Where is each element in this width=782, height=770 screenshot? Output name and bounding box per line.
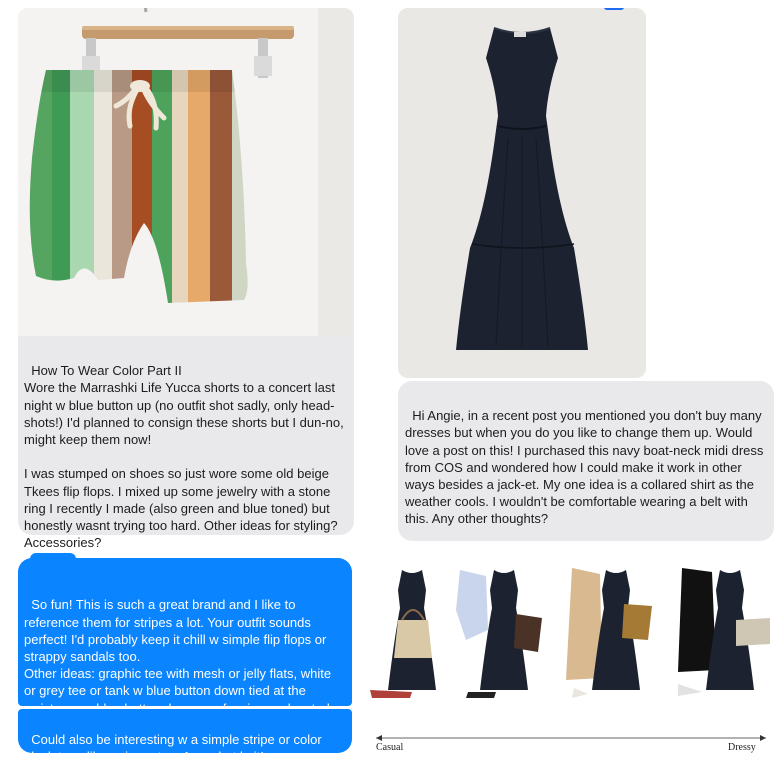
message-text: How To Wear Color Part II Wore the Marrashki Life Yucca shorts to a concert last night w blue button up (no outfit shot sadly, only head-shots!) I'd planned to consign these shorts but I dun-no, might keep them now! I was stumped on shoes so just wore some old beige Tkees flip flops. I mixed up some jewelry with a stone ring I recently I made (also green and blue toned) but honestly wasnt trying too hard. Other ideas for styling? Accessories? (24, 363, 344, 551)
bubble-tab (30, 553, 76, 561)
outfit-collage-image (366, 560, 776, 760)
outfit-casual (370, 570, 436, 698)
outfit-blazer (678, 568, 770, 696)
scale-label-dressy: Dressy (728, 742, 756, 753)
reply-bubble-outgoing (18, 558, 352, 706)
message-bubble-incoming-2 (398, 381, 774, 541)
reply-text: So fun! This is such a great brand and I like to reference them for stripes a lot. Your outfit sounds perfect! I'd probably keep it chill w simple flip flops or strappy sandals too. Other ideas: graphic tee with mesh or jelly flats, white or grey tee or tank w blue button down tied at the (24, 597, 332, 699)
striped-shorts-image (18, 8, 354, 336)
outfit-trench (566, 568, 652, 698)
reply-text-2: Could also be interesting w a simple stripe or color block tee...like a ringer tee. A crochet knit! (24, 732, 326, 765)
message-text-2: Hi Angie, in a recent post you mentioned you don't buy many dresses but when you do you like to change them up. Would love a post on this! I purchased this navy boat-neck midi dress from COS and wondered how I could make it work in other ways besides a jack-et. My one idea is a collared shirt as the weather cools. I wouldn't be comfortable wearing a belt with this. Any other thoughts? (405, 408, 768, 527)
message-bubble-incoming (18, 336, 354, 551)
navy-midi-dress-image (398, 8, 646, 378)
dress-photo[interactable] (398, 8, 646, 378)
outfit-shirt (456, 570, 542, 698)
reply-bubble-outgoing-2 (18, 709, 352, 765)
styling-collage[interactable] (366, 560, 776, 760)
shorts-photo[interactable] (18, 8, 354, 336)
scale-label-casual: Casual (376, 742, 404, 753)
